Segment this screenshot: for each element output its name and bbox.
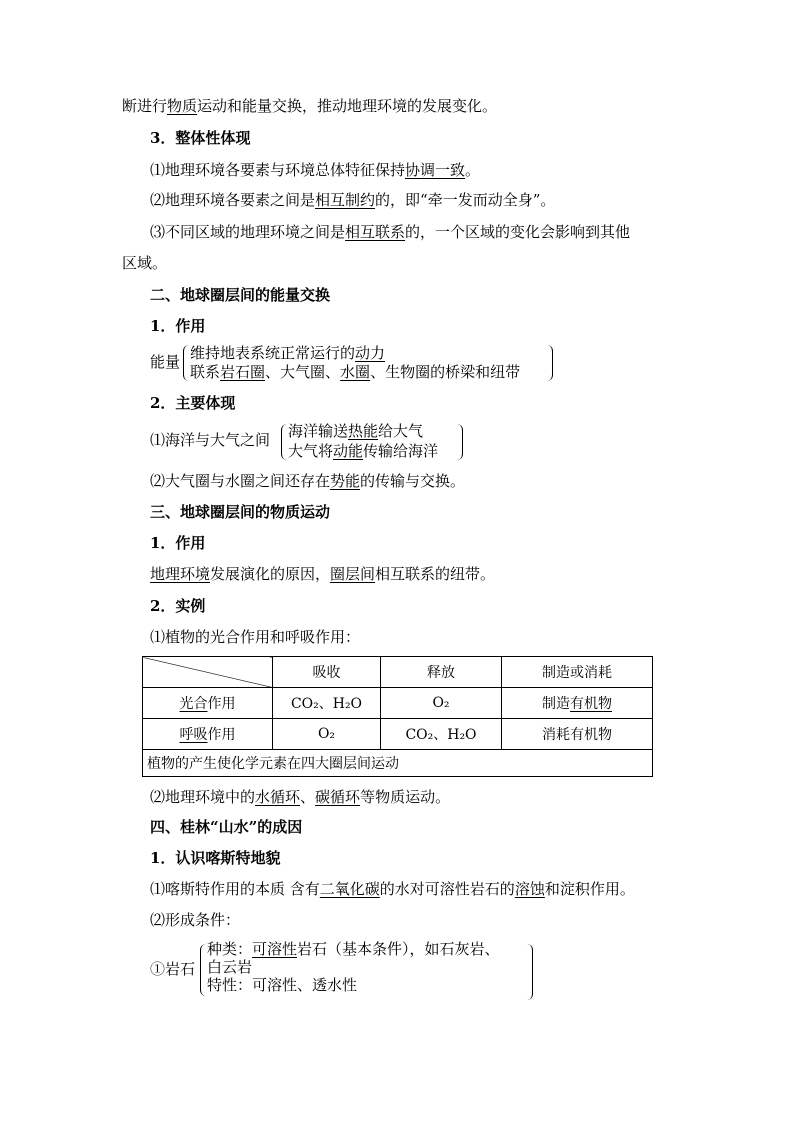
table-cell xyxy=(143,719,273,750)
text-span: 制造 xyxy=(542,696,570,712)
text-span: 的，一个区域的变化会影响到其他 xyxy=(405,223,631,241)
section-heading: 三、地球圈层间的物质运动 xyxy=(150,503,331,521)
brace-item: 特性：可溶性、透水性 xyxy=(207,976,358,994)
text-line xyxy=(122,96,497,116)
table-header: 制造或消耗 xyxy=(502,657,653,688)
answer-underline: 光合 xyxy=(179,696,208,712)
answer-underline: 地理环境 xyxy=(150,565,211,583)
answer-underline: 有机物 xyxy=(570,696,612,712)
text-line xyxy=(150,471,465,491)
answer-underline: 相互联系 xyxy=(345,223,406,241)
table-header: 吸收 xyxy=(273,657,381,688)
subsection-heading: 1．作用 xyxy=(150,534,206,552)
text-span: 断进行 xyxy=(122,97,168,115)
right-brace xyxy=(547,345,553,381)
diagonal-header-cell xyxy=(143,657,273,688)
answer-underline: 碳循环 xyxy=(315,788,361,806)
text-line: ⑴植物的光合作用和呼吸作用： xyxy=(150,628,361,646)
table-cell: O₂ xyxy=(273,719,381,750)
text-span: 相互联系的纽带。 xyxy=(375,565,496,583)
text-line: ⑵形成条件： xyxy=(150,911,241,929)
text-span: ⑵地理环境中的 xyxy=(150,788,256,806)
text-span: ⑵地理环境各要素之间是 xyxy=(150,191,316,209)
text-span: 的水对可溶性岩石的 xyxy=(379,880,515,898)
brace-item xyxy=(190,343,385,363)
brace-item: 白云岩 xyxy=(207,958,253,976)
table-cell: CO₂、H₂O xyxy=(273,688,381,719)
text-line xyxy=(150,879,635,899)
text-span: 的，即“牵一发而动全身”。 xyxy=(375,191,556,209)
answer-underline: 相互制约 xyxy=(315,191,376,209)
answer-underline: 溶蚀 xyxy=(514,880,545,898)
text-span: 岩石（基本条件），如石灰岩、 xyxy=(297,940,500,958)
answer-underline: 呼吸 xyxy=(179,727,208,743)
subsection-heading: 1．认识喀斯特地貌 xyxy=(150,849,281,867)
answer-underline: 动能 xyxy=(333,442,364,460)
text-span: 给大气 xyxy=(378,422,424,440)
text-span: 联系 xyxy=(190,363,221,381)
right-brace xyxy=(457,424,463,460)
text-line: 区域。 xyxy=(122,254,168,272)
answer-underline: 水循环 xyxy=(255,788,301,806)
answer-underline: 水圈 xyxy=(340,363,371,381)
photosynthesis-table xyxy=(142,656,653,777)
answer-underline: 二氧化碳 xyxy=(319,880,380,898)
answer-underline: 圈层间 xyxy=(330,565,376,583)
table-row xyxy=(143,688,653,719)
answer-underline: 可溶性 xyxy=(252,940,298,958)
text-line xyxy=(150,160,480,180)
table-cell xyxy=(502,719,653,750)
section-heading: 二、地球圈层间的能量交换 xyxy=(150,286,331,304)
text-line xyxy=(150,564,495,584)
text-span: 。 xyxy=(465,161,481,179)
text-span: 消耗有机物 xyxy=(542,727,612,743)
left-brace xyxy=(281,424,287,460)
answer-underline: 热能 xyxy=(348,422,379,440)
text-line xyxy=(150,787,450,807)
table-header: 释放 xyxy=(381,657,502,688)
brace-item xyxy=(288,441,438,461)
left-brace xyxy=(200,944,206,996)
text-span: ⑵大气圈与水圈之间还存在 xyxy=(150,472,331,490)
answer-underline: 物质 xyxy=(167,97,198,115)
text-span: 、 xyxy=(300,788,316,806)
table-note-row xyxy=(143,750,653,777)
text-span: 、生物圈的桥梁和纽带 xyxy=(370,363,521,381)
section-heading: 四、桂林“山水”的成因 xyxy=(150,818,303,836)
answer-underline: 势能 xyxy=(330,472,361,490)
text-span: 运动和能量交换，推动地理环境的发展变化。 xyxy=(197,97,498,115)
brace-item xyxy=(207,939,500,959)
brace-item xyxy=(288,421,423,441)
text-span: 的传输与交换。 xyxy=(360,472,466,490)
text-span: ⑶不同区域的地理环境之间是 xyxy=(150,223,346,241)
subsection-heading: 2．实例 xyxy=(150,597,206,615)
text-span: ⑴喀斯特作用的本质 含有 xyxy=(150,880,320,898)
answer-underline: 动力 xyxy=(355,344,386,362)
text-span: 维持地表系统正常运行的 xyxy=(190,344,356,362)
brace-label: 能量 xyxy=(150,353,181,371)
table-cell: O₂ xyxy=(381,688,502,719)
table-cell xyxy=(143,688,273,719)
brace-label: ⑴海洋与大气之间 xyxy=(150,431,271,449)
right-brace xyxy=(527,944,533,1000)
table-cell xyxy=(502,688,653,719)
section-heading: 3．整体性体现 xyxy=(150,129,251,147)
text-span: 传输给海洋 xyxy=(363,442,439,460)
text-span: 大气将 xyxy=(288,442,334,460)
table-header-row xyxy=(143,657,653,688)
text-span: 和淀积作用。 xyxy=(544,880,635,898)
text-line xyxy=(150,222,630,242)
text-span: 、大气圈、 xyxy=(265,363,341,381)
table-row xyxy=(143,719,653,750)
brace-label: ①岩石 xyxy=(150,960,196,978)
text-span: 发展演化的原因， xyxy=(210,565,331,583)
answer-underline: 岩石圈 xyxy=(220,363,266,381)
brace-item xyxy=(190,362,520,382)
subsection-heading: 1．作用 xyxy=(150,317,206,335)
text-span: 种类： xyxy=(207,940,253,958)
table-note: 植物的产生使化学元素在四大圈层间运动 xyxy=(143,750,653,777)
text-span: 作用 xyxy=(207,696,236,712)
text-span: 等物质运动。 xyxy=(360,788,451,806)
text-line xyxy=(150,190,555,210)
answer-underline: 协调一致 xyxy=(405,161,466,179)
text-span: 作用 xyxy=(207,727,236,743)
text-span: ⑴地理环境各要素与环境总体特征保持 xyxy=(150,161,406,179)
left-brace xyxy=(183,345,189,381)
text-span: 海洋输送 xyxy=(288,422,349,440)
subsection-heading: 2．主要体现 xyxy=(150,394,236,412)
table-cell: CO₂、H₂O xyxy=(381,719,502,750)
